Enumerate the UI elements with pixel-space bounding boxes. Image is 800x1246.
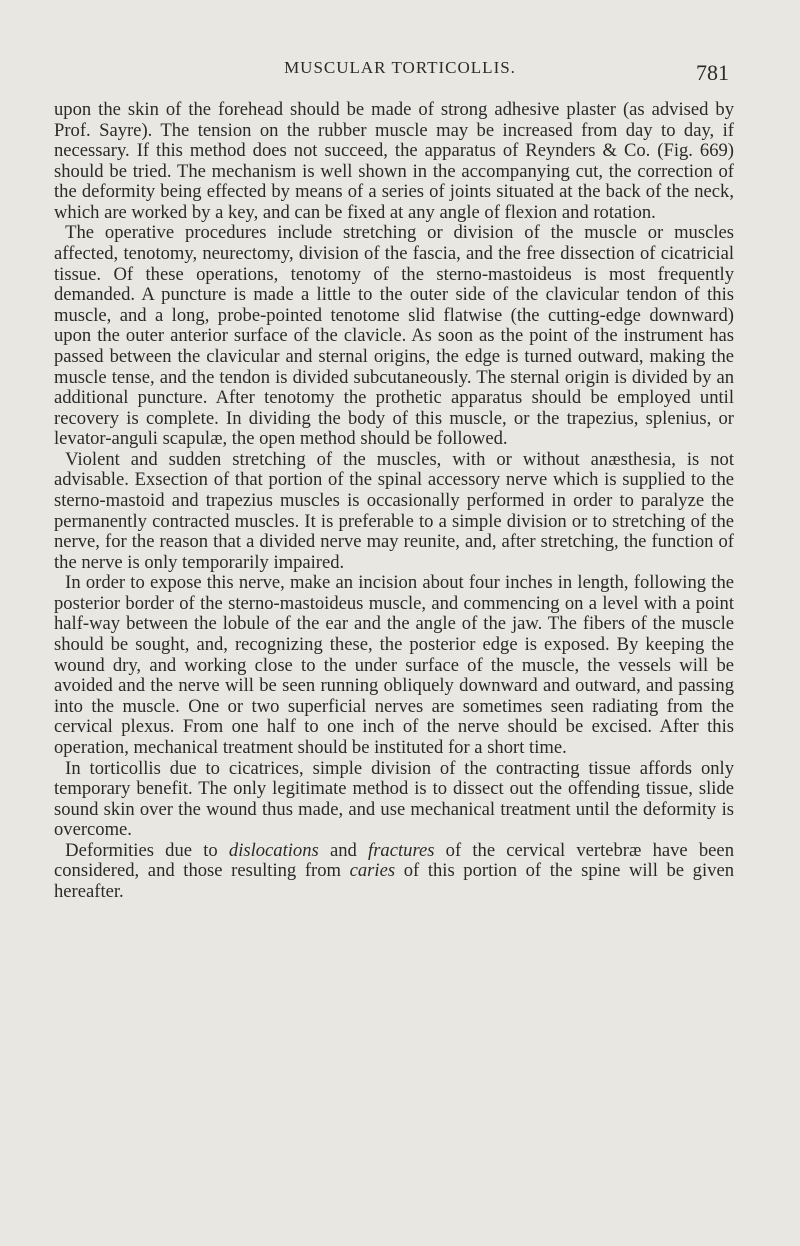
text-run: of this portion of the spine will be given hereafter. [54, 860, 734, 902]
paragraph-operative-procedures: The operative procedures include stretching or division of the muscle or muscles affected, tenotomy, neurectomy, division of the fascia, and the free dissection of cicatricial tissue. Of these operations, tenotomy of the sterno-mastoideus is most frequently demanded. A puncture is made a little to the outer side of the clavicular tendon of this muscle, and a long, probe-pointed tenotome slid flatwise (the cutting-edge downward) upon the outer anterior surface of the clavicle. As soon as the point of the instrument has passed between the clavicular and sternal origins, the edge is turned outward, making the muscle tense, and the tendon is divided subcutaneously. The sternal origin is divided by an additional puncture. After tenotomy the prothetic apparatus should be employed until recovery is complete. In dividing the body of this muscle, or the trapezius, splenius, or levator-anguli scapulæ, the open method should be followed. [54, 222, 734, 450]
paragraph-stretching: Violent and sudden stretching of the muscles, with or without anæsthesia, is not advisable. Exsection of that portion of the spinal accessory nerve which is supplied to the sterno-mastoid and trapezius muscles is occasionally performed in order to paralyze the permanently contracted muscles. It is preferable to a simple division or to stretching of the nerve, for the reason that a divided nerve may reunite, and, after stretching, the function of the nerve is only temporarily impaired. [54, 448, 734, 573]
paragraph-exposing-nerve: In order to expose this nerve, make an incision about four inches in length, following the posterior border of the sterno-mastoideus muscle, and commencing on a level with a point half-way between the lobule of the ear and the angle of the jaw. The fibers of the muscle should be sought, and, recognizing these, the posterior edge is exposed. By keeping the wound dry, and working close to the under surface of the muscle, the vessels will be avoided and the nerve will be seen running obliquely downward and outward, and passing into the muscle. One or two superficial nerves are sometimes seen radiating from the cervical plexus. From one half to one inch of the nerve should be excised. After this operation, mechanical treatment should be instituted for a short time. [54, 572, 734, 758]
body-text [54, 100, 734, 903]
paragraph-deformities [54, 841, 734, 903]
italic-term-dislocations: dislocations [228, 839, 319, 861]
running-header [0, 56, 800, 86]
text-run: of the cervical vertebræ have been considered, and those resulting from [54, 839, 734, 882]
text-run: and [318, 839, 369, 861]
paragraph-continued: upon the skin of the forehead should be made of strong adhesive plaster (as advised by Prof. Sayre). The tension on the rubber muscle may be increased from day to day, if necessary. If this method does not succeed, the apparatus of Reynders & Co. (Fig. 669) should be tried. The mechanism is well shown in the accompanying cut, the correction of the deformity being effected by means of a series of joints situated at the back of the neck, which are worked by a key, and can be fixed at any angle of flexion and rotation. [54, 99, 734, 223]
paragraph-cicatrices: In torticollis due to cicatrices, simple division of the contracting tissue affords only temporary benefit. The only legitimate method is to dissect out the offending tissue, slide sound skin over the wound thus made, and use mechanical treatment until the deformity is overcome. [54, 757, 734, 841]
chapter-title: MUSCULAR TORTICOLLIS. [284, 58, 516, 77]
italic-term-caries: caries [349, 860, 396, 882]
italic-term-fractures: fractures [368, 839, 435, 861]
page-number: 781 [696, 60, 729, 85]
text-run: Deformities due to [65, 839, 229, 861]
